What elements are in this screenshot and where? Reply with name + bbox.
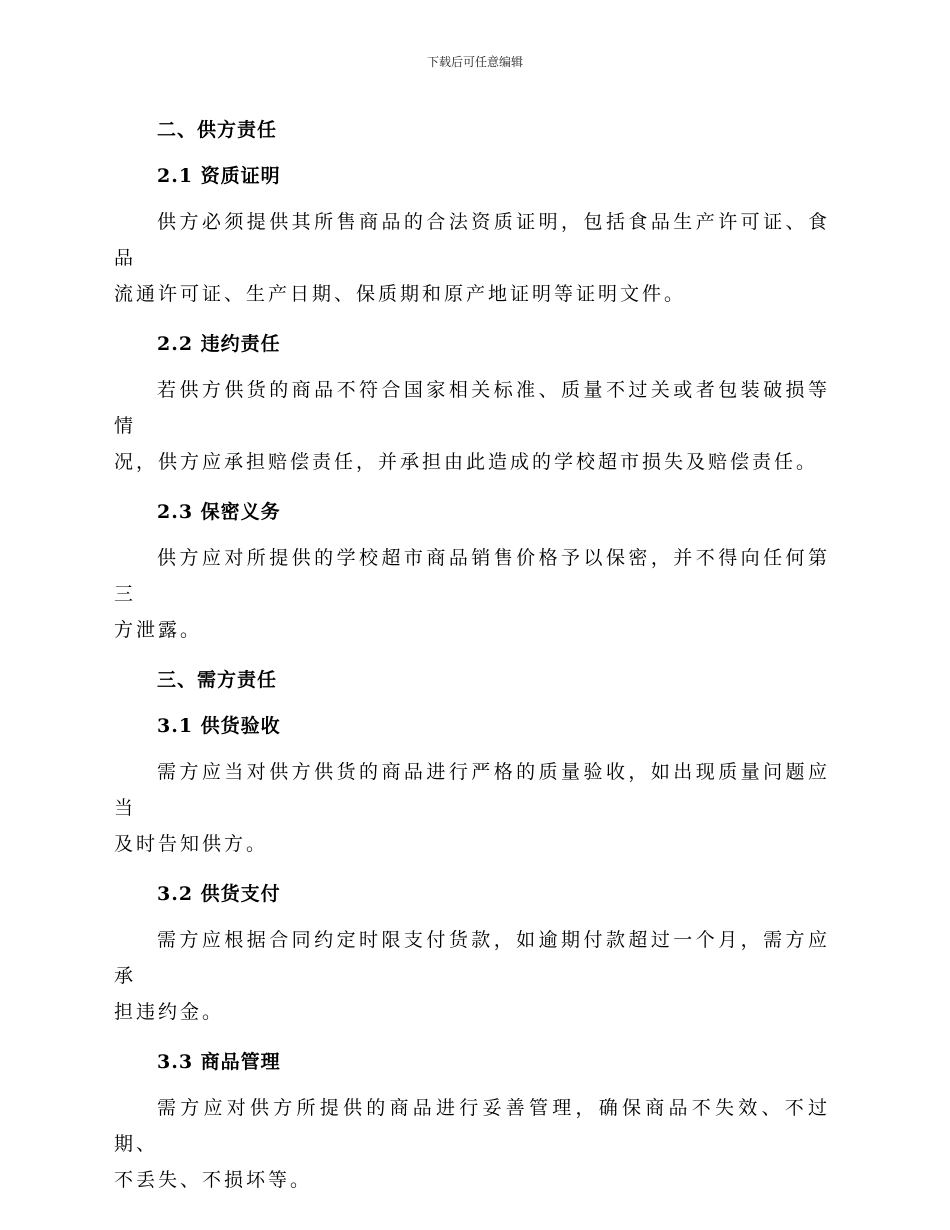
paragraph-line: 需方应对供方所提供的商品进行妥善管理，确保商品不失效、不过期、 — [114, 1097, 830, 1155]
paragraph — [114, 204, 830, 312]
section-heading: 二、供方责任 — [157, 119, 278, 141]
subsection-heading: 2.3 保密义务 — [157, 501, 281, 523]
subsection-heading: 3.1 供货验收 — [157, 715, 281, 737]
paragraph — [114, 754, 830, 862]
paragraph-line: 不丢失、不损坏等。 — [114, 1169, 313, 1191]
paragraph-line: 若供方供货的商品不符合国家相关标准、质量不过关或者包装破损等情 — [114, 379, 830, 437]
subsection-heading: 2.1 资质证明 — [157, 165, 281, 187]
paragraph-line: 供方应对所提供的学校超市商品销售价格予以保密，并不得向任何第三 — [114, 547, 830, 605]
paragraph-line: 供方必须提供其所售商品的合法资质证明，包括食品生产许可证、食品 — [114, 211, 830, 269]
paragraph-line: 需方应当对供方供货的商品进行严格的质量验收，如出现质量问题应当 — [114, 761, 830, 819]
paragraph-line: 方泄露。 — [114, 619, 203, 641]
paragraph — [114, 540, 830, 648]
page-header: 下载后可任意编辑 — [426, 55, 523, 69]
paragraph-line: 流通许可证、生产日期、保质期和原产地证明等证明文件。 — [114, 283, 687, 305]
paragraph-line: 需方应根据合同约定时限支付货款，如逾期付款超过一个月，需方应承 — [114, 929, 830, 987]
document-body — [114, 108, 830, 1198]
paragraph-line: 担违约金。 — [114, 1001, 225, 1023]
paragraph-line: 及时告知供方。 — [114, 833, 269, 855]
paragraph — [114, 372, 830, 480]
paragraph-line: 况，供方应承担赔偿责任，并承担由此造成的学校超市损失及赔偿责任。 — [114, 451, 819, 473]
section-heading: 三、需方责任 — [157, 669, 278, 691]
subsection-heading: 2.2 违约责任 — [157, 333, 281, 355]
subsection-heading: 3.2 供货支付 — [157, 883, 281, 905]
paragraph — [114, 922, 830, 1030]
subsection-heading: 3.3 商品管理 — [157, 1051, 281, 1073]
paragraph — [114, 1090, 830, 1198]
